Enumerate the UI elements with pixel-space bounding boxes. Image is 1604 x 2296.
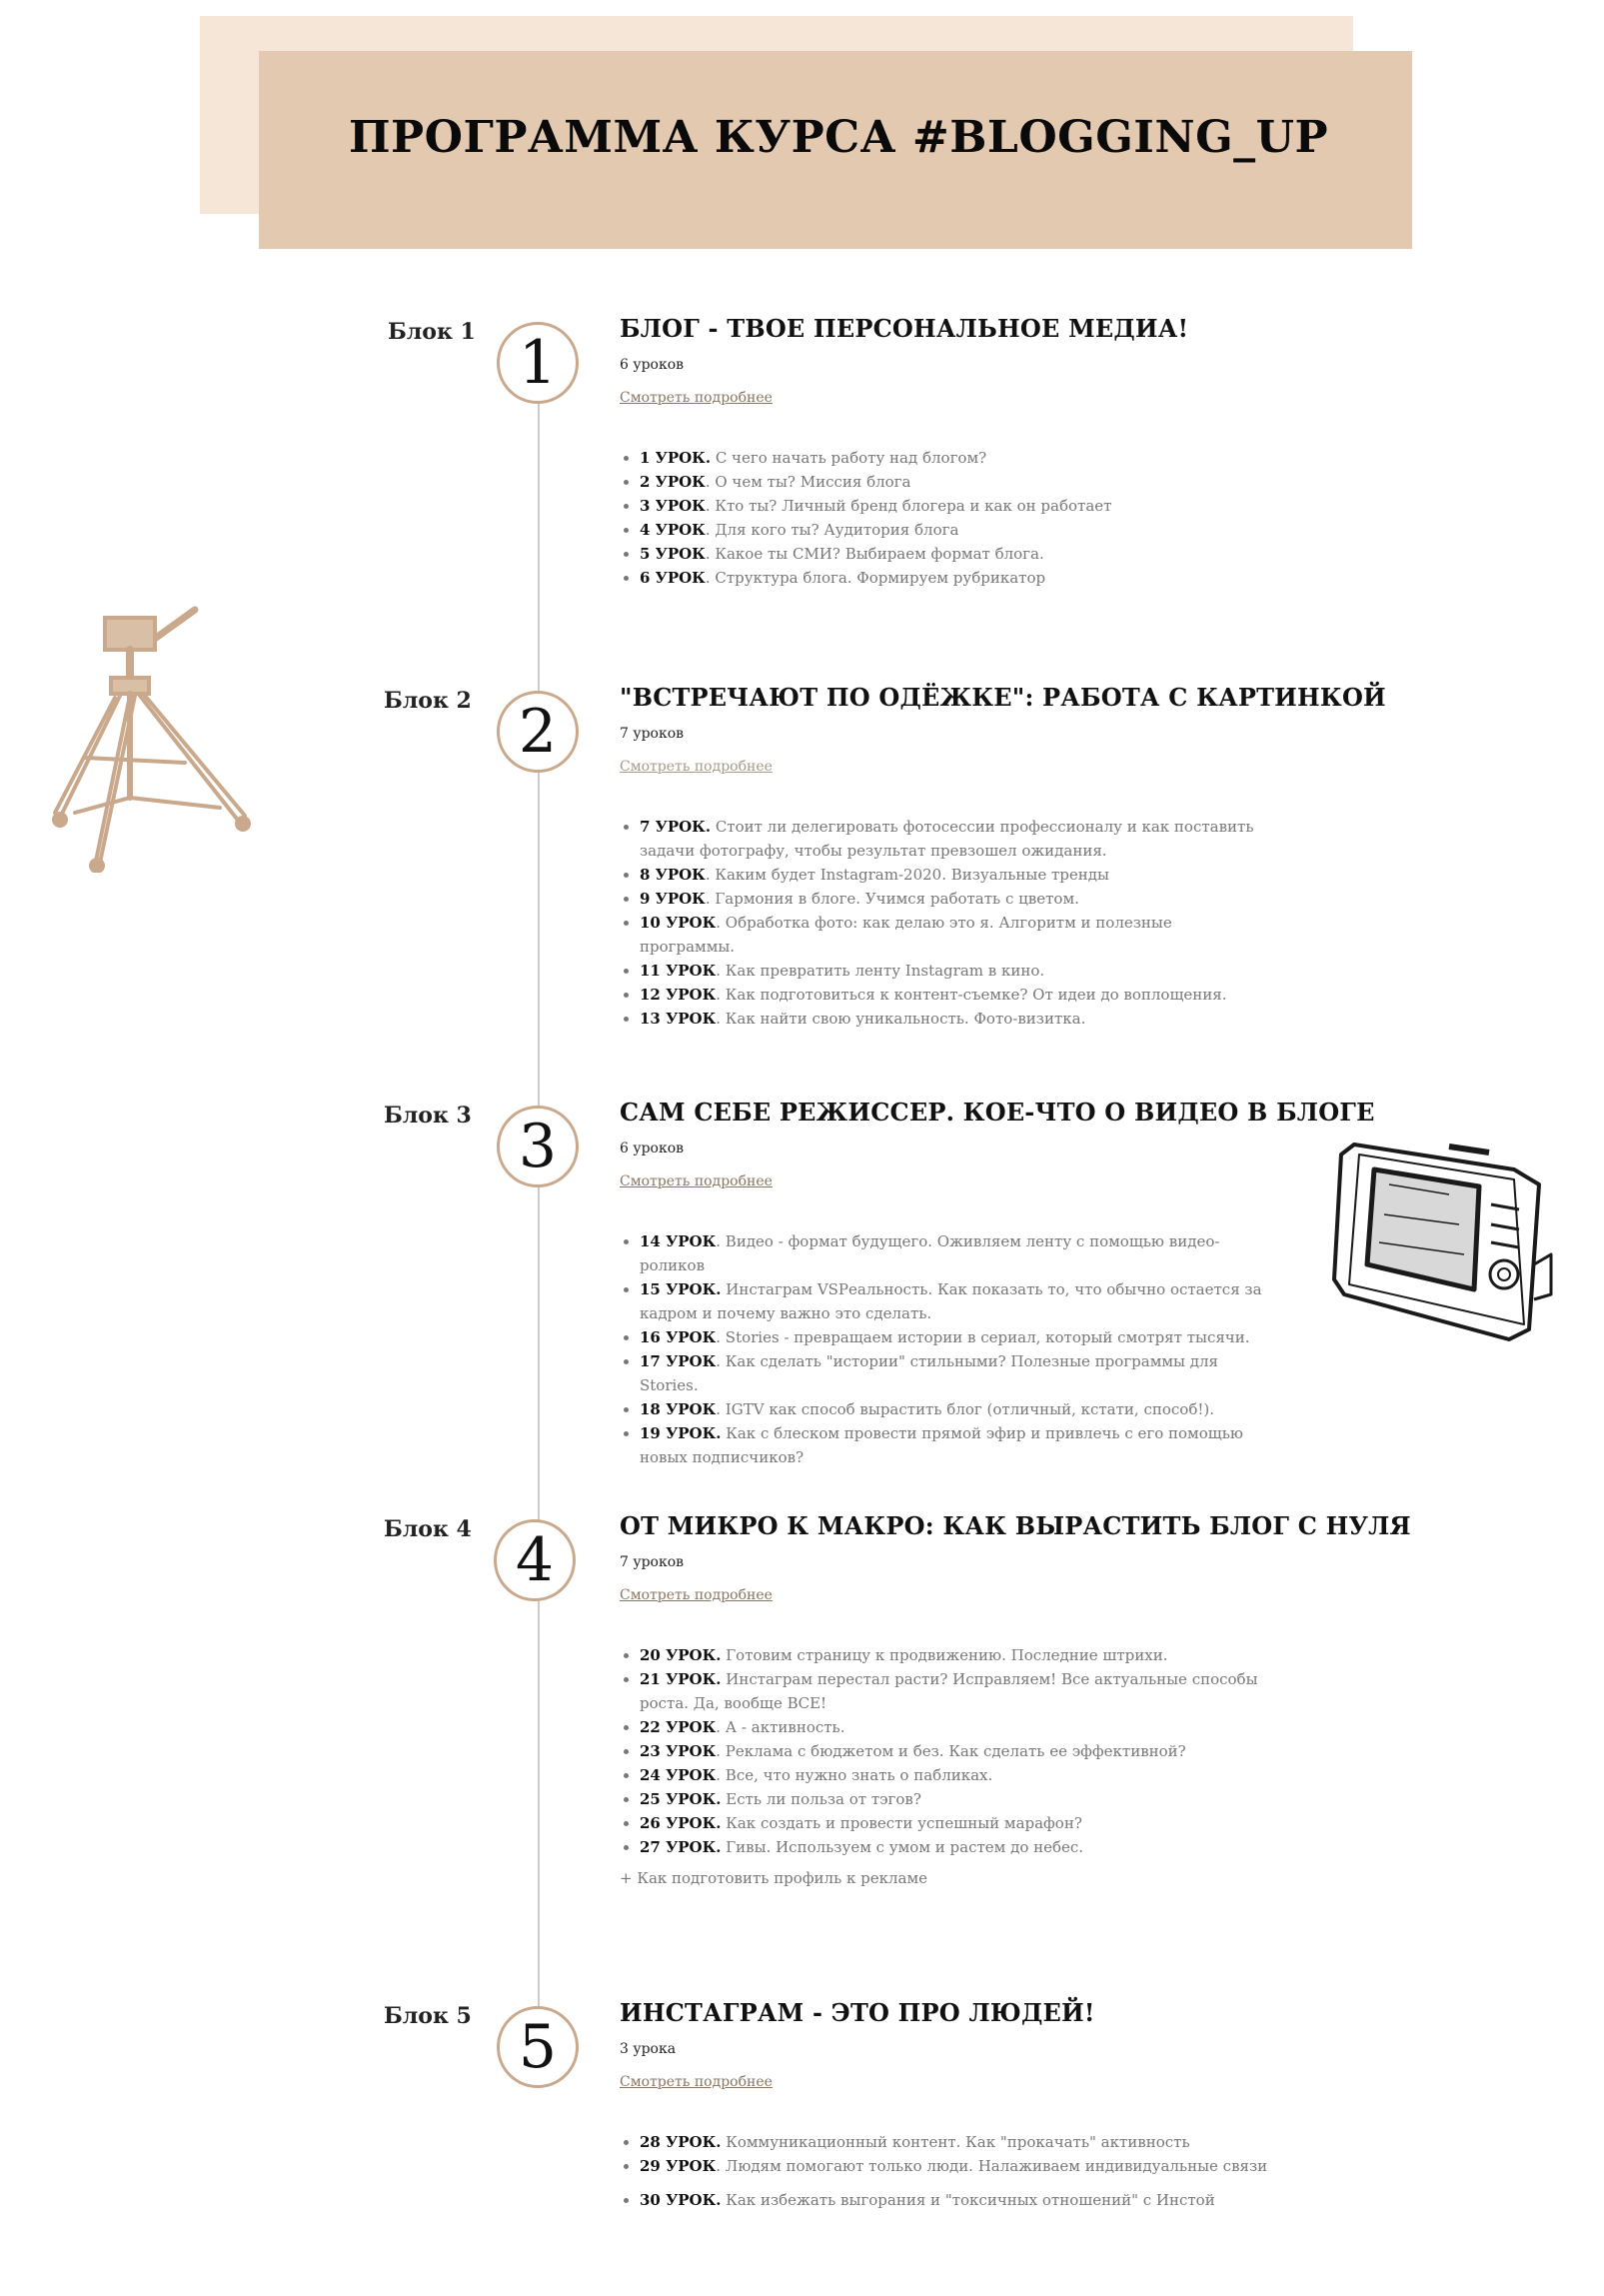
lesson-item — [640, 1421, 1269, 1469]
lesson-label: 21 УРОК. — [640, 1670, 722, 1688]
lesson-list — [620, 2130, 1269, 2212]
lesson-list — [620, 446, 1269, 590]
block-number-circle: 4 — [494, 1519, 576, 1601]
lesson-label: 7 УРОК. — [640, 818, 712, 836]
lesson-text: . Для кого ты? Аудитория блога — [705, 521, 959, 539]
lesson-label: 29 УРОК — [640, 2157, 717, 2175]
lesson-label: 27 УРОК. — [640, 1838, 722, 1856]
see-more-link[interactable]: Смотреть подробнее — [620, 2074, 773, 2090]
see-more-link[interactable]: Смотреть подробнее — [620, 1587, 773, 1603]
block-content — [620, 1998, 1269, 2212]
lesson-item — [640, 494, 1269, 518]
lesson-text: . Какое ты СМИ? Выбираем формат блога. — [705, 545, 1044, 563]
camera-icon — [1329, 1125, 1554, 1344]
block-number-circle: 5 — [497, 2006, 579, 2088]
lesson-item — [640, 887, 1269, 911]
block-content — [620, 314, 1269, 590]
lesson-count: 6 уроков — [620, 357, 685, 373]
lesson-count: 3 урока — [620, 2041, 677, 2057]
lesson-text: . Stories - превращаем истории в сериал, который смотрят тысячи. — [716, 1328, 1250, 1346]
lesson-text: Инстаграм перестал расти? Исправляем! Все актуальные способы роста. Да, вообще ВСЕ! — [640, 1670, 1258, 1712]
lesson-text: Как создать и провести успешный марафон? — [721, 1814, 1082, 1832]
block-content — [620, 1511, 1411, 1887]
lesson-label: 20 УРОК. — [640, 1646, 722, 1664]
lesson-text: . Как превратить ленту Instagram в кино. — [716, 962, 1045, 980]
block-label: Блок 3 — [384, 1103, 472, 1129]
lesson-label: 22 УРОК — [640, 1718, 717, 1736]
lesson-item — [640, 542, 1269, 566]
lesson-label: 23 УРОК — [640, 1742, 717, 1760]
lesson-item — [640, 1349, 1269, 1397]
lesson-label: 2 УРОК — [640, 473, 706, 491]
block-number-circle: 2 — [497, 691, 579, 773]
lesson-label: 24 УРОК — [640, 1766, 717, 1784]
lesson-label: 25 УРОК. — [640, 1790, 722, 1808]
block-label: Блок 1 — [388, 319, 476, 345]
lesson-item — [640, 1397, 1269, 1421]
lesson-item — [640, 1715, 1269, 1739]
lesson-list — [620, 1229, 1269, 1469]
see-more-link[interactable]: Смотреть подробнее — [620, 1173, 773, 1189]
lesson-label: 4 УРОК — [640, 521, 706, 539]
lesson-text: . Реклама с бюджетом и без. Как сделать ее эффективной? — [716, 1742, 1186, 1760]
lesson-item — [640, 1787, 1269, 1811]
lesson-label: 12 УРОК — [640, 986, 717, 1004]
lesson-label: 9 УРОК — [640, 890, 706, 908]
lesson-item — [640, 983, 1269, 1007]
lesson-item — [640, 1643, 1269, 1667]
lesson-label: 1 УРОК. — [640, 449, 712, 467]
block-title: "ВСТРЕЧАЮТ ПО ОДЁЖКЕ": РАБОТА С КАРТИНКОЙ — [620, 683, 1386, 712]
lesson-label: 10 УРОК — [640, 914, 717, 932]
see-more-link[interactable]: Смотреть подробнее — [620, 759, 773, 775]
lesson-item — [640, 1325, 1269, 1349]
lesson-item — [640, 566, 1269, 590]
lesson-count: 7 уроков — [620, 1554, 685, 1570]
lesson-text: . Гармония в блоге. Учимся работать с цветом. — [705, 890, 1079, 908]
block-content — [620, 683, 1386, 1031]
lesson-label: 17 УРОК — [640, 1352, 717, 1370]
block-title: ОТ МИКРО К МАКРО: КАК ВЫРАСТИТЬ БЛОГ С НУЛЯ — [620, 1511, 1411, 1540]
lesson-text: Инстаграм VSРеальность. Как показать то, что обычно остается за кадром и почему важно это сделать. — [640, 1280, 1262, 1322]
block-number-circle: 3 — [497, 1106, 579, 1187]
lesson-text: . А - активность. — [716, 1718, 845, 1736]
lesson-text: Коммуникационный контент. Как "прокачать" активность — [721, 2133, 1190, 2151]
lesson-text: Как с блеском провести прямой эфир и привлечь с его помощью новых подписчиков? — [640, 1424, 1243, 1466]
lesson-item — [640, 518, 1269, 542]
block-label: Блок 5 — [384, 2003, 472, 2029]
lesson-item — [640, 2188, 1269, 2212]
lesson-text: . Видео - формат будущего. Оживляем ленту с помощью видео-роликов — [640, 1232, 1220, 1274]
lesson-item — [640, 1763, 1269, 1787]
lesson-text: . Как подготовиться к контент-съемке? От идеи до воплощения. — [716, 986, 1227, 1004]
lesson-text: . Все, что нужно знать о пабликах. — [716, 1766, 993, 1784]
lesson-text: . Структура блога. Формируем рубрикатор — [705, 569, 1046, 587]
lesson-text: . IGTV как способ вырастить блог (отличный, кстати, способ!). — [716, 1400, 1214, 1418]
lesson-label: 13 УРОК — [640, 1010, 717, 1028]
tripod-icon — [45, 598, 255, 873]
lesson-text: . Людям помогают только люди. Налаживаем индивидуальные связи — [716, 2157, 1268, 2175]
lesson-item — [640, 863, 1269, 887]
lesson-label: 16 УРОК — [640, 1328, 717, 1346]
lesson-list — [620, 1643, 1269, 1859]
block-label: Блок 2 — [384, 688, 472, 714]
lesson-text: Как избежать выгорания и "токсичных отношений" с Инстой — [721, 2191, 1215, 2209]
block-title: САМ СЕБЕ РЕЖИССЕР. КОЕ-ЧТО О ВИДЕО В БЛОГЕ — [620, 1098, 1375, 1127]
lesson-label: 11 УРОК — [640, 962, 717, 980]
lesson-item — [640, 2130, 1269, 2154]
lesson-item — [640, 470, 1269, 494]
lesson-item — [640, 815, 1269, 863]
lesson-text: . Как найти свою уникальность. Фото-визитка. — [716, 1010, 1086, 1028]
lesson-text: Есть ли польза от тэгов? — [721, 1790, 921, 1808]
lesson-label: 8 УРОК — [640, 866, 706, 884]
lesson-count: 6 уроков — [620, 1141, 685, 1156]
lesson-text: . Обработка фото: как делаю это я. Алгоритм и полезные программы. — [640, 914, 1172, 956]
lesson-item — [640, 911, 1269, 959]
lesson-text: . О чем ты? Миссия блога — [705, 473, 911, 491]
lesson-label: 3 УРОК — [640, 497, 706, 515]
lesson-label: 30 УРОК. — [640, 2191, 722, 2209]
lesson-list — [620, 815, 1269, 1031]
lesson-item — [640, 959, 1269, 983]
lesson-item — [640, 446, 1269, 470]
lesson-item — [640, 1835, 1269, 1859]
see-more-link[interactable]: Смотреть подробнее — [620, 390, 773, 406]
lesson-label: 19 УРОК. — [640, 1424, 722, 1442]
lesson-count: 7 уроков — [620, 726, 685, 742]
lesson-label: 28 УРОК. — [640, 2133, 722, 2151]
lesson-item — [640, 1739, 1269, 1763]
block-title: ИНСТАГРАМ - ЭТО ПРО ЛЮДЕЙ! — [620, 1998, 1095, 2027]
lesson-label: 18 УРОК — [640, 1400, 717, 1418]
extra-note: + Как подготовить профиль к рекламе — [620, 1869, 928, 1887]
lesson-label: 5 УРОК — [640, 545, 706, 563]
lesson-item — [640, 1277, 1269, 1325]
lesson-text: Стоит ли делегировать фотосессии профессионалу и как поставить задачи фотографу, чтобы результат превзошел ожидания. — [640, 818, 1254, 860]
lesson-item — [640, 1229, 1269, 1277]
lesson-text: . Как сделать "истории" стильными? Полезные программы для Stories. — [640, 1352, 1218, 1394]
lesson-text: Готовим страницу к продвижению. Последние штрихи. — [721, 1646, 1168, 1664]
lesson-text: . Кто ты? Личный бренд блогера и как он работает — [705, 497, 1112, 515]
lesson-text: . Каким будет Instagram-2020. Визуальные тренды — [705, 866, 1109, 884]
lesson-label: 15 УРОК. — [640, 1280, 722, 1298]
lesson-item — [640, 1667, 1269, 1715]
lesson-label: 14 УРОК — [640, 1232, 717, 1250]
lesson-text: Гивы. Используем с умом и растем до небес. — [721, 1838, 1084, 1856]
page-title: ПРОГРАММА КУРСА #BLOGGING_UP — [349, 112, 1329, 163]
block-number-circle: 1 — [497, 322, 579, 404]
lesson-item — [640, 2154, 1269, 2178]
block-label: Блок 4 — [384, 1516, 472, 1542]
timeline-line — [538, 322, 540, 2076]
lesson-label: 6 УРОК — [640, 569, 706, 587]
lesson-item — [640, 1007, 1269, 1031]
block-title: БЛОГ - ТВОЕ ПЕРСОНАЛЬНОЕ МЕДИА! — [620, 314, 1189, 343]
lesson-label: 26 УРОК. — [640, 1814, 722, 1832]
block-content — [620, 1098, 1375, 1469]
lesson-text: С чего начать работу над блогом? — [711, 449, 987, 467]
lesson-item — [640, 1811, 1269, 1835]
